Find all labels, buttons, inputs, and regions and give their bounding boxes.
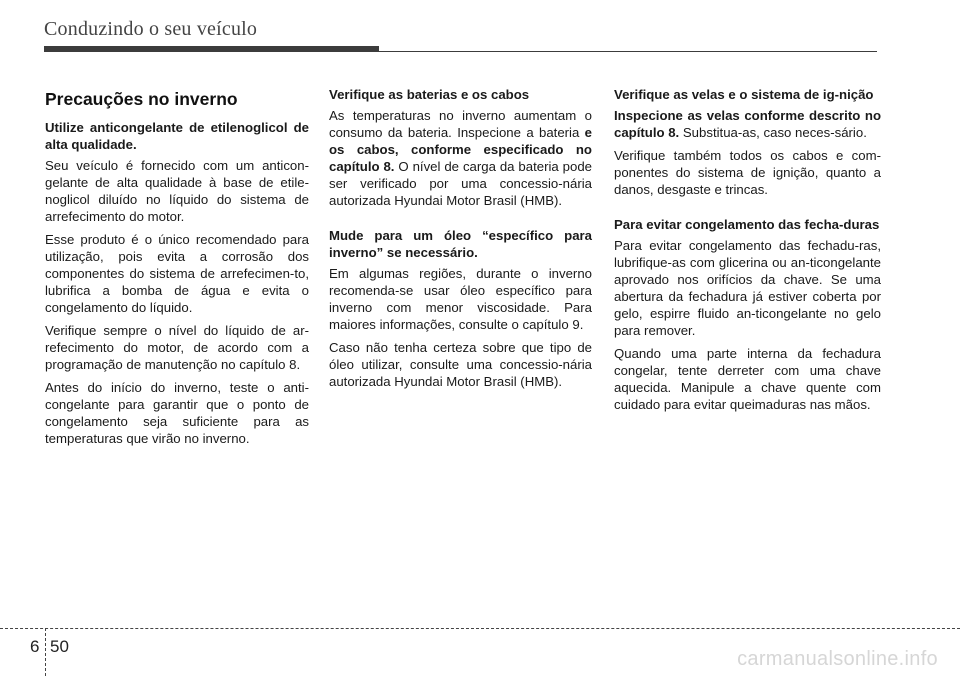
column-right bbox=[614, 86, 881, 419]
paragraph: Em algumas regiões, durante o inverno recomenda-se usar óleo específico para inverno com menor viscosidade. Para maiores informações, consulte o capítulo 9. bbox=[329, 266, 592, 332]
section-title: Precauções no inverno bbox=[45, 89, 238, 109]
footer-rule bbox=[0, 628, 960, 629]
spacer bbox=[614, 204, 881, 216]
paragraph: Caso não tenha certeza sobre que tipo de óleo utilizar, consulte uma concessio-nária autorizada Hyundai Motor Brasil (HMB). bbox=[329, 340, 592, 389]
paragraph: Verifique sempre o nível do líquido de ar-refecimento do motor, de acordo com a programação de manutenção no capítulo 8. bbox=[45, 323, 309, 372]
subheading-winter-oil: Mude para um óleo “específico para inverno” se necessário. bbox=[329, 228, 592, 260]
paragraph bbox=[329, 107, 592, 209]
subheading-antifreeze: Utilize anticongelante de etilenoglicol de alta qualidade. bbox=[45, 120, 309, 152]
paragraph: Quando uma parte interna da fechadura congelar, tente derreter com uma chave aquecida. Manipule a chave quente com cuidado para evitar queimaduras nas mãos. bbox=[614, 346, 881, 412]
paragraph-bold-text: Inspecione as velas conforme descrito no capítulo 8. bbox=[614, 108, 881, 140]
paragraph: Esse produto é o único recomendado para utilização, pois evita a corrosão dos componentes do sistema de arrefecimen-to, lubrifica a bomba de água e evita o congelamento do líquido. bbox=[45, 232, 309, 315]
footer-divider bbox=[45, 628, 46, 676]
paragraph-bold-text: e os cabos, conforme especificado no capítulo 8. bbox=[329, 125, 592, 174]
paragraph: Seu veículo é fornecido com um anticon-gelante de alta qualidade à base de etile-noglicol diluído no líquido do sistema de arrefecimento do motor. bbox=[45, 158, 309, 224]
header-rule-thick bbox=[44, 46, 379, 52]
page-header-title: Conduzindo o seu veículo bbox=[44, 18, 258, 40]
paragraph-text: As temperaturas no inverno aumentam o consumo da bateria. Inspecione a bateria bbox=[329, 108, 592, 140]
page-number: 50 bbox=[50, 637, 69, 656]
paragraph: Antes do início do inverno, teste o anti-congelante para garantir que o ponto de congelamento seja suficiente para as temperaturas que virão no inverno. bbox=[45, 380, 309, 446]
chapter-number: 6 bbox=[30, 637, 40, 656]
subheading-battery: Verifique as baterias e os cabos bbox=[329, 87, 530, 102]
subheading-door-locks: Para evitar congelamento das fecha-duras bbox=[614, 217, 880, 232]
paragraph: Verifique também todos os cabos e com-ponentes do sistema de ignição, quanto a danos, desgaste e trincas. bbox=[614, 148, 881, 197]
header-rule-thin bbox=[379, 51, 877, 52]
paragraph-text: Substitua-as, caso neces-sário. bbox=[679, 125, 867, 140]
column-middle bbox=[329, 86, 592, 396]
subheading-spark-plugs: Verifique as velas e o sistema de ig-nição bbox=[614, 87, 874, 102]
watermark: carmanualsonline.info bbox=[737, 648, 938, 670]
paragraph-text: O nível de carga da bateria pode ser verificado por uma concessio-nária autorizada Hyundai Motor Brasil (HMB). bbox=[329, 159, 593, 208]
column-left bbox=[45, 86, 309, 453]
spacer bbox=[329, 215, 592, 227]
paragraph bbox=[614, 107, 881, 141]
paragraph: Para evitar congelamento das fechadu-ras, lubrifique-as com glicerina ou an-ticongelante aprovado nos orifícios da chave. Se uma abertura da fechadura já estiver coberta por gelo, espirre fluido an-ticongelante no gelo para remover. bbox=[614, 238, 881, 338]
